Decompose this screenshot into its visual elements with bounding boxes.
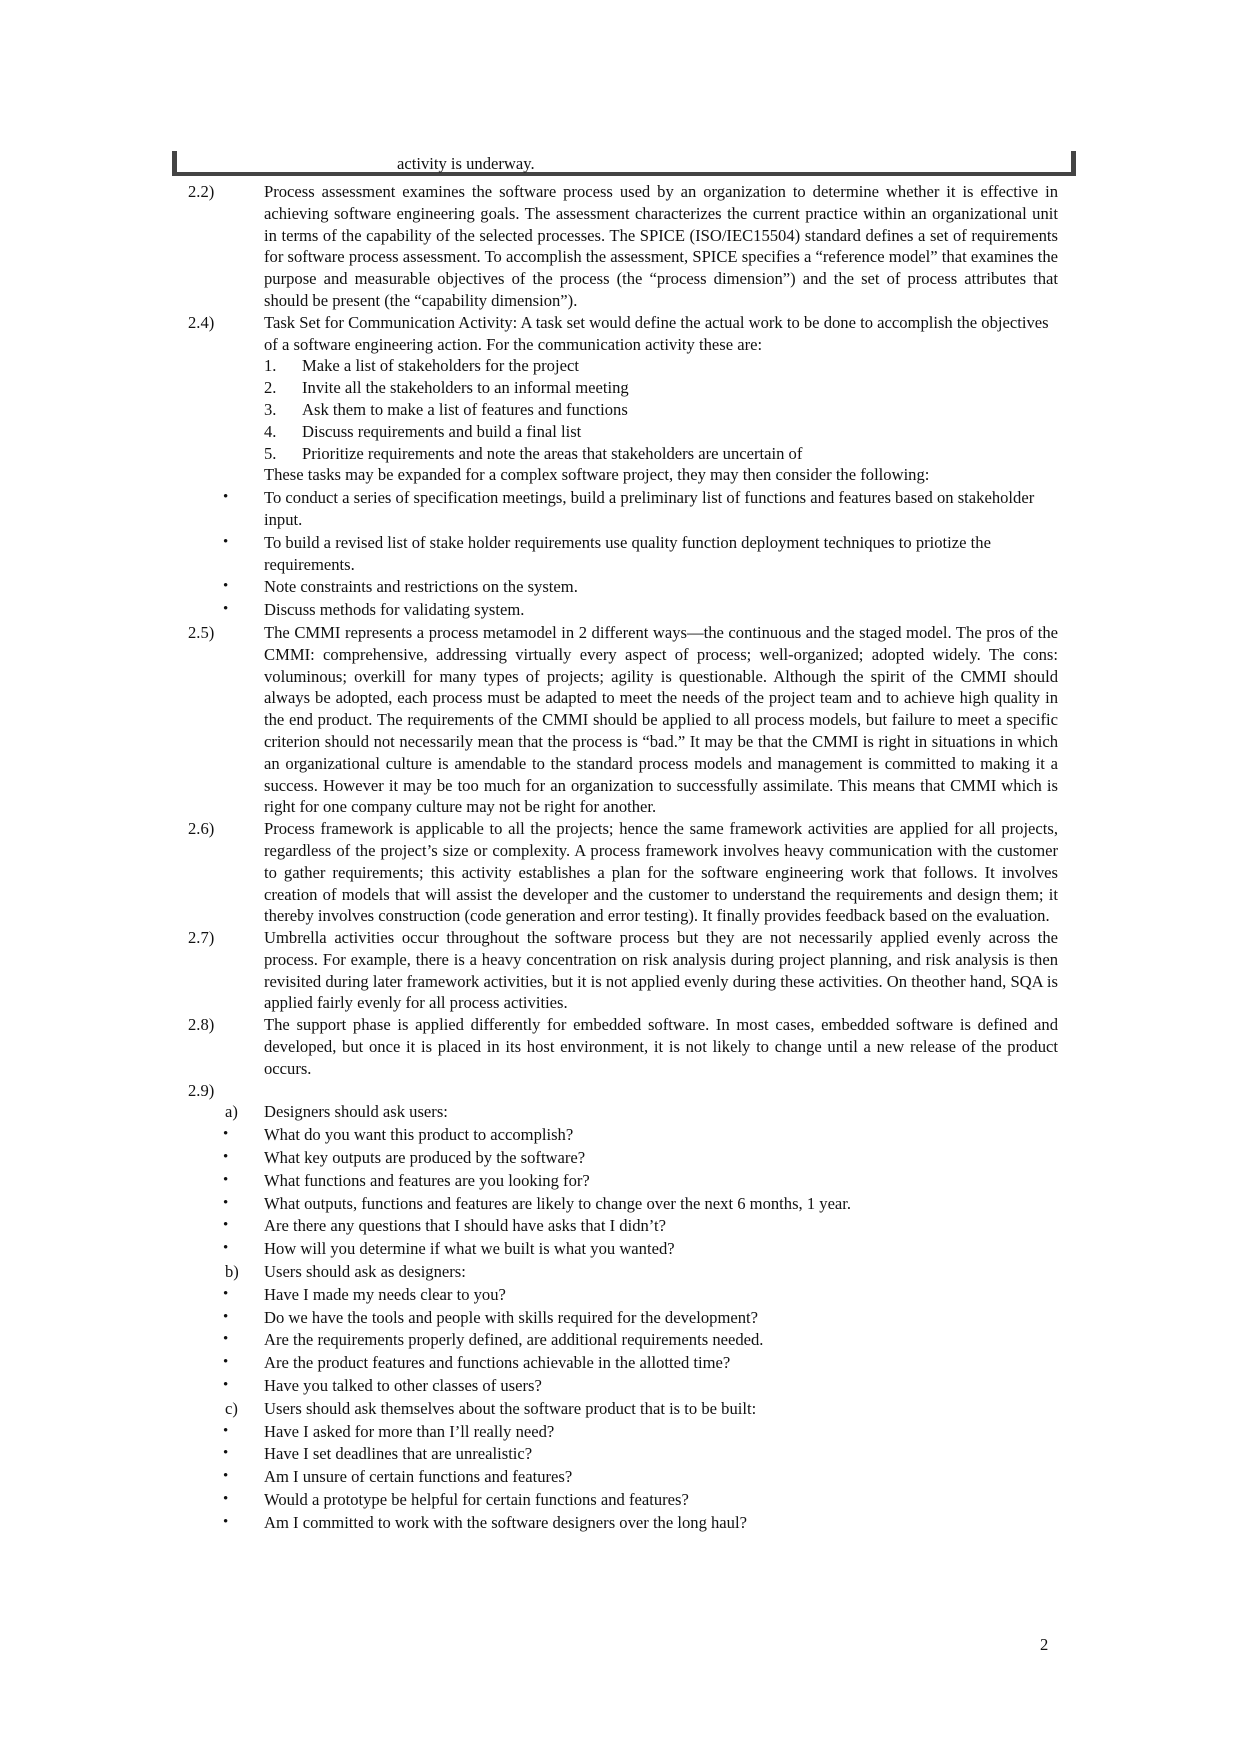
answer-text: These tasks may be expanded for a complex software project, they may then consider the following: <box>264 465 930 485</box>
list-item: • To conduct a series of specification meetings, build a preliminary list of functions and features based on stakeholder input. <box>223 488 1035 529</box>
bullet-list <box>188 487 1058 621</box>
answer-number: 2.9) <box>188 1080 215 1100</box>
answer-2-2 <box>188 181 1058 312</box>
bullet-icon: • <box>223 1126 229 1143</box>
list-item: • What do you want this product to accomplish? <box>223 1125 574 1145</box>
bullet-icon: • <box>223 1331 229 1348</box>
list-item: • Am I committed to work with the software designers over the long haul? <box>223 1512 747 1532</box>
list-item: • What functions and features are you looking for? <box>223 1170 590 1190</box>
list-item: • Do we have the tools and people with skills required for the development? <box>223 1307 758 1327</box>
answer-number: 2.4) <box>188 312 215 332</box>
page-number: 2 <box>1040 1635 1049 1654</box>
sub-heading: Users should ask as designers: <box>264 1262 466 1282</box>
bullet-icon: • <box>223 601 229 618</box>
bullet-icon: • <box>223 1285 229 1302</box>
answer-2-9-c <box>188 1398 1058 1420</box>
answer-number: 2.8) <box>188 1015 215 1035</box>
bullet-list <box>188 1124 1058 1260</box>
numbered-task-list <box>264 355 1058 464</box>
answer-2-9 <box>188 1080 1058 1102</box>
sub-heading: Designers should ask users: <box>264 1102 448 1122</box>
list-item: • What outputs, functions and features are likely to change over the next 6 months, 1 year. <box>223 1193 852 1213</box>
list-item: 2. Invite all the stakeholders to an informal meeting <box>264 378 629 398</box>
bullet-icon: • <box>223 489 229 506</box>
bullet-icon: • <box>223 1217 229 1234</box>
bullet-icon: • <box>223 1422 229 1439</box>
answer-text: Process assessment examines the software process used by an organization to determine whether it is effective in achieving software engineering goals. The assessment characterizes the current practice within an organizational unit in terms of the capability of the selected processes. The SPICE (ISO/IEC15504) standard defines a set of requirements for software process assessment. To accomplish the assessment, SPICE specifies a “reference model” that examines the purpose and measurable objectives of the process (the “process dimension”) and the set of process attributes that should be present (the “capability dimension”). <box>264 182 1058 310</box>
list-item: • Discuss methods for validating system. <box>223 600 525 620</box>
table-cell-text: activity is underway. <box>397 154 535 173</box>
answer-number: 2.6) <box>188 819 215 839</box>
list-item: 3. Ask them to make a list of features and functions <box>264 399 628 419</box>
list-item: • Have I set deadlines that are unrealistic? <box>223 1444 533 1464</box>
list-item: • What key outputs are produced by the software? <box>223 1148 586 1168</box>
sub-label: c) <box>225 1398 238 1418</box>
answer-text: Umbrella activities occur throughout the software process but they are not necessarily applied evenly across the process. For example, there is a heavy concentration on risk analysis during project planning, and risk analysis is then revisited during later framework activities, but it is not applied evenly during these activities. On theother hand, SQA is applied fairly evenly for all process activities. <box>264 928 1058 1013</box>
answer-text: The CMMI represents a process metamodel in 2 different ways—the continuous and the staged model. The pros of the CMMI: comprehensive, addressing virtually every aspect of process; well-organized; adopted widely. The cons: voluminous; overkill for many types of projects; agility is questionable. Although the spirit of the CMMI should always be adopted, each process must be adapted to meet the needs of the project team and to achieve high quality in the end product. The requirements of the CMMI should be applied to all process models, but failure to meet a specific criterion should not necessarily mean that the process is “bad.” It may be that the CMMI is right in situations in which an organizational culture is amendable to the standard process models and management is committed to making it a success. However it may be too much for an organization to successfully assimilate. This means that CMMI which is right for one company culture may not be right for another. <box>264 622 1058 817</box>
bullet-icon: • <box>223 578 229 595</box>
bullet-icon: • <box>223 1468 229 1485</box>
list-item: 5. Prioritize requirements and note the areas that stakeholders are uncertain of <box>264 443 803 463</box>
answer-number: 2.2) <box>188 182 215 201</box>
list-item: 4. Discuss requirements and build a final list <box>264 421 582 441</box>
answer-text: Process framework is applicable to all the projects; hence the same framework activities are applied for all projects, regardless of the project’s size or complexity. A process framework involves heavy communication with the customer to gather requirements; this activity establishes a plan for the software engineering work that follows. It involves creation of models that will assist the developer and the customer to understand the requirements and design them; it thereby involves construction (code generation and error testing). It finally provides feedback based on the evaluation. <box>264 819 1058 926</box>
answer-number: 2.5) <box>188 622 215 642</box>
answers-content <box>188 181 1058 1535</box>
sub-label: a) <box>225 1102 238 1122</box>
answer-2-6 <box>188 818 1058 927</box>
bullet-icon: • <box>223 1308 229 1325</box>
list-item: • How will you determine if what we built is what you wanted? <box>223 1239 675 1259</box>
answer-intro: Task Set for Communication Activity: A task set would define the actual work to be done to accomplish the objectives of a software engineering action. For the communication activity these are: <box>264 312 1049 354</box>
answer-2-5 <box>188 622 1058 818</box>
bullet-icon: • <box>223 1354 229 1371</box>
list-item: • Have you talked to other classes of users? <box>223 1376 542 1396</box>
answer-2-4 <box>188 312 1058 486</box>
table-row-fragment <box>172 151 1076 176</box>
list-item: 1. Make a list of stakeholders for the project <box>264 356 579 376</box>
list-item: • To build a revised list of stake holder requirements use quality function deployment techniques to priotize the requirements. <box>223 532 991 574</box>
answer-number: 2.7) <box>188 928 215 948</box>
list-item: • Have I asked for more than I’ll really need? <box>223 1421 555 1441</box>
list-item: • Are the requirements properly defined, are additional requirements needed. <box>223 1330 764 1350</box>
bullet-icon: • <box>223 1240 229 1257</box>
bullet-icon: • <box>223 1377 229 1394</box>
bullet-icon: • <box>223 1171 229 1188</box>
bullet-icon: • <box>223 1491 229 1508</box>
list-item: • Am I unsure of certain functions and features? <box>223 1467 573 1487</box>
list-item: • Have I made my needs clear to you? <box>223 1284 506 1304</box>
list-item: • Are the product features and functions achievable in the allotted time? <box>223 1353 731 1373</box>
bullet-icon: • <box>223 1194 229 1211</box>
answer-2-7 <box>188 927 1058 1014</box>
sub-label: b) <box>225 1262 239 1282</box>
answer-2-8 <box>188 1014 1058 1079</box>
bullet-icon: • <box>223 1513 229 1530</box>
bullet-list <box>188 1284 1058 1397</box>
bullet-icon: • <box>223 1445 229 1462</box>
list-item: • Are there any questions that I should have asks that I didn’t? <box>223 1216 666 1236</box>
bullet-icon: • <box>223 533 229 550</box>
list-item: • Would a prototype be helpful for certain functions and features? <box>223 1490 689 1510</box>
answer-2-9-b <box>188 1261 1058 1283</box>
list-item: • Note constraints and restrictions on the system. <box>223 577 578 597</box>
sub-heading: Users should ask themselves about the software product that is to be built: <box>264 1398 757 1418</box>
bullet-list <box>188 1421 1058 1534</box>
answer-text: The support phase is applied differently for embedded software. In most cases, embedded software is defined and developed, but once it is placed in its host environment, it is not likely to change until a new release of the product occurs. <box>264 1015 1058 1078</box>
answer-2-9-a <box>188 1101 1058 1123</box>
bullet-icon: • <box>223 1149 229 1166</box>
